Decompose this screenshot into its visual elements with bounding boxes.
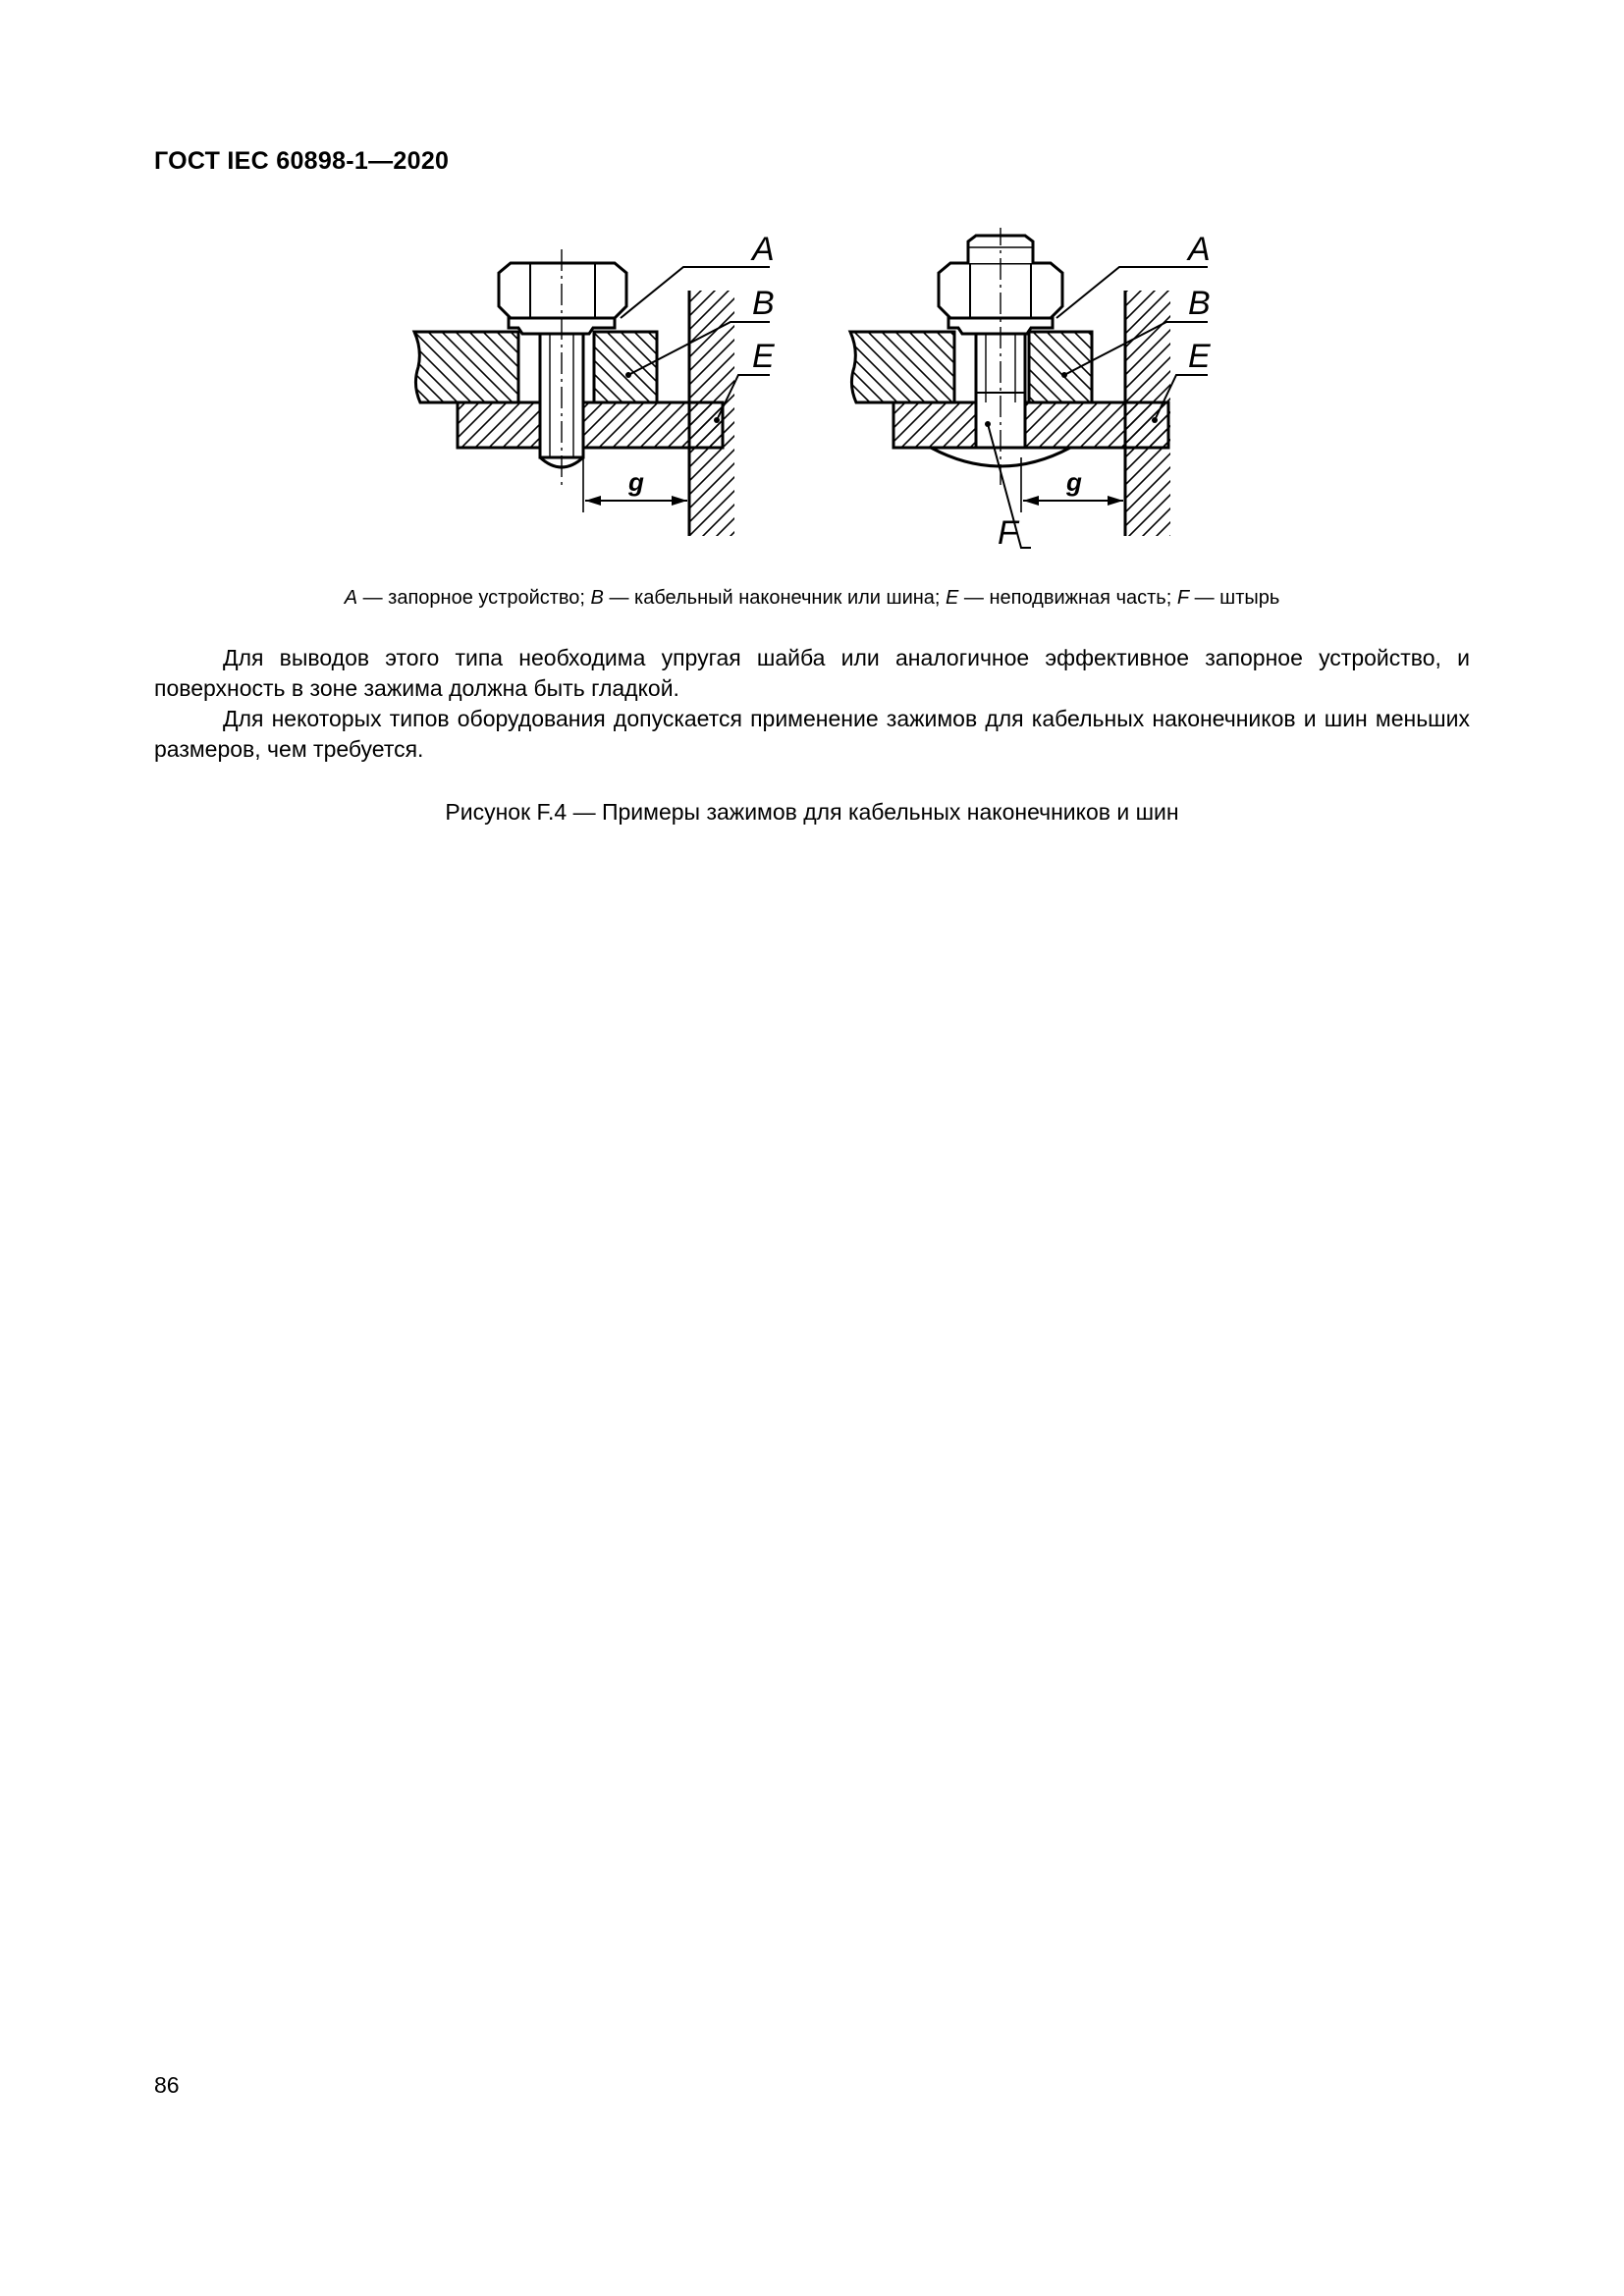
paragraph-1: Для выводов этого типа необходима упругая шайба или аналогичное эффективное запорное устройство, и поверхность в зоне зажима должна быть гладкой.: [154, 645, 1470, 701]
left-label-e: E: [752, 338, 775, 375]
figure-caption: Рисунок F.4 — Примеры зажимов для кабельных наконечников и шин: [445, 799, 1179, 825]
body-text: [154, 643, 1470, 765]
page-number: 86: [154, 2072, 180, 2098]
legend-key-f: F: [1176, 587, 1190, 609]
right-terminal-drawing: [850, 228, 1208, 548]
left-label-a: A: [752, 231, 775, 268]
legend-key-a: A: [344, 587, 358, 609]
legend-text-a: — запорное устройство;: [357, 587, 591, 609]
legend-key-b: B: [590, 587, 604, 609]
right-label-a: A: [1188, 231, 1211, 268]
legend-text-e: — неподвижная часть;: [958, 587, 1177, 609]
right-label-b: B: [1188, 285, 1211, 322]
right-label-e: E: [1188, 338, 1211, 375]
paragraph-2: Для некоторых типов оборудования допускается применение зажимов для кабельных наконечников и шин меньших размеров, чем требуется.: [154, 706, 1470, 762]
legend-text-b: — кабельный наконечник или шина;: [603, 587, 947, 609]
terminal-drawings: [393, 228, 1237, 561]
legend-key-e: E: [946, 587, 959, 609]
right-label-f: F: [998, 514, 1018, 552]
left-terminal-drawing: [414, 249, 770, 536]
figure-legend: [0, 587, 1624, 610]
legend-text-f: — штырь: [1189, 587, 1280, 609]
left-dimension-g: g: [628, 467, 644, 497]
document-header: ГОСТ IEC 60898-1—2020: [154, 147, 450, 175]
terminal-figure: [393, 228, 1237, 561]
right-dimension-g: g: [1066, 467, 1082, 497]
left-label-b: B: [752, 285, 775, 322]
